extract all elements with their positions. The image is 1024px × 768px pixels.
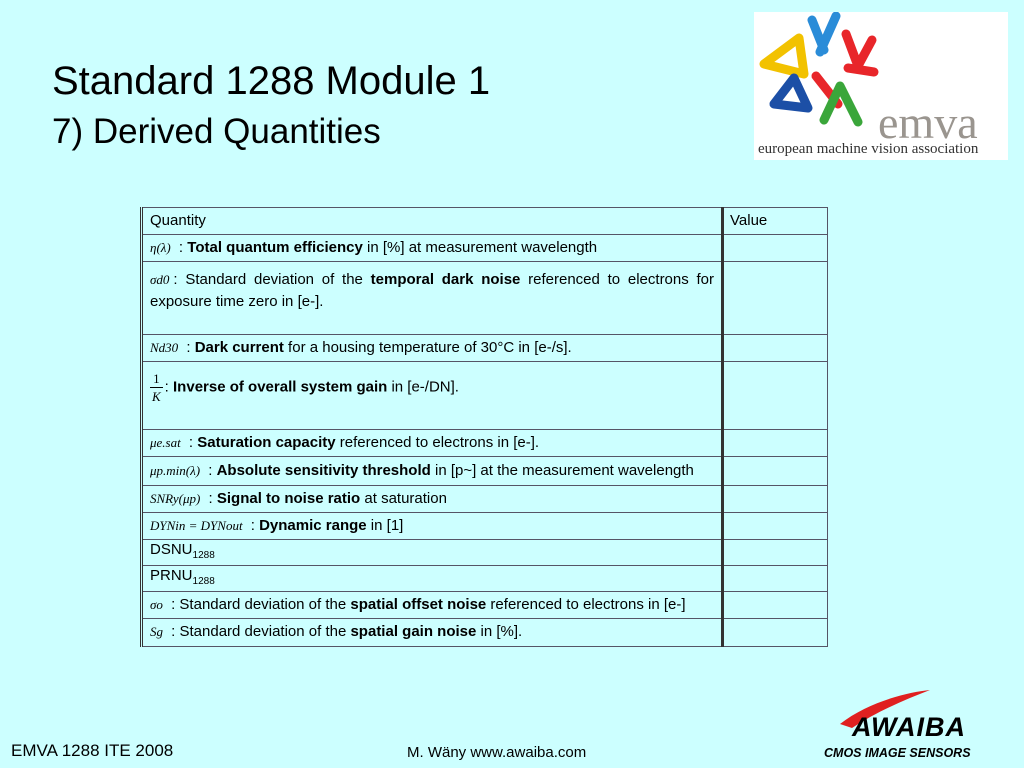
quantity-symbol: μe.sat <box>150 435 181 450</box>
emva-wordmark: emva <box>878 97 978 148</box>
emva-tagline: european machine vision association <box>758 141 979 157</box>
emva-logo <box>754 12 1008 160</box>
table-row: σd0 : Standard deviation of the temporal dark noise referenced to electrons for exposure time zero in [e-]. <box>142 262 828 335</box>
table-row: μe.sat : Saturation capacity referenced to electrons in [e-]. <box>142 430 828 457</box>
value-cell <box>723 566 828 592</box>
value-cell <box>723 430 828 457</box>
slide-title: Standard 1288 Module 1 <box>52 59 491 103</box>
table-row: SNRy(μp) : Signal to noise ratio at saturation <box>142 486 828 513</box>
dsnu-label: DSNU <box>150 541 193 558</box>
table-row: η(λ) : Total quantum efficiency in [%] at measurement wavelength <box>142 235 828 262</box>
awaiba-logo <box>818 688 1014 764</box>
quantity-symbol: σo <box>150 597 163 612</box>
value-cell <box>723 619 828 647</box>
value-cell <box>723 362 828 430</box>
table-row: $\frac{1}{K}$ : Inverse of overall system gain in [e-/DN]. <box>142 362 828 430</box>
table-row: $PRNU_{1288}$ <box>142 566 828 592</box>
quantity-symbol: Nd30 <box>150 340 179 355</box>
value-cell <box>723 457 828 486</box>
table-row: σo : Standard deviation of the spatial offset noise referenced to electrons in [e-] <box>142 592 828 619</box>
value-cell <box>723 592 828 619</box>
quantity-symbol: DYNin = DYNout <box>150 518 243 533</box>
value-cell <box>723 540 828 566</box>
fraction-symbol: $\frac{1}{K}$ <box>152 371 161 404</box>
quantity-symbol: SNRy(μp) <box>150 491 201 506</box>
table-row: Nd30 : Dark current for a housing temperature of 30°C in [e-/s]. <box>142 335 828 362</box>
table-row: DYNin = DYNout : Dynamic range in [1] <box>142 513 828 540</box>
prnu-label: PRNU <box>150 567 193 584</box>
quantity-symbol: Sg <box>150 624 163 639</box>
value-cell <box>723 235 828 262</box>
slide-subtitle: 7) Derived Quantities <box>52 112 381 151</box>
value-cell <box>723 335 828 362</box>
derived-quantities-table <box>140 207 828 647</box>
awaiba-wordmark: AWAIBA <box>852 712 966 742</box>
value-cell <box>723 486 828 513</box>
footer-left: EMVA 1288 ITE 2008 <box>11 741 174 760</box>
quantity-symbol: μp.min(λ) <box>150 463 201 478</box>
quantity-symbol: σd0 <box>150 272 170 287</box>
table-row: Sg : Standard deviation of the spatial gain noise in [%]. <box>142 619 828 647</box>
header-value: Value <box>723 208 828 235</box>
table-row: $DSNU_{1288}$ <box>142 540 828 566</box>
header-quantity: Quantity <box>142 208 723 235</box>
footer-center: M. Wäny www.awaiba.com <box>407 744 587 761</box>
table-header-row <box>142 208 828 235</box>
quantity-symbol: η(λ) <box>150 240 171 255</box>
awaiba-tagline: CMOS IMAGE SENSORS <box>824 746 971 760</box>
value-cell <box>723 262 828 335</box>
table-row: μp.min(λ) : Absolute sensitivity threshold in [p~] at the measurement wavelength <box>142 457 828 486</box>
value-cell <box>723 513 828 540</box>
